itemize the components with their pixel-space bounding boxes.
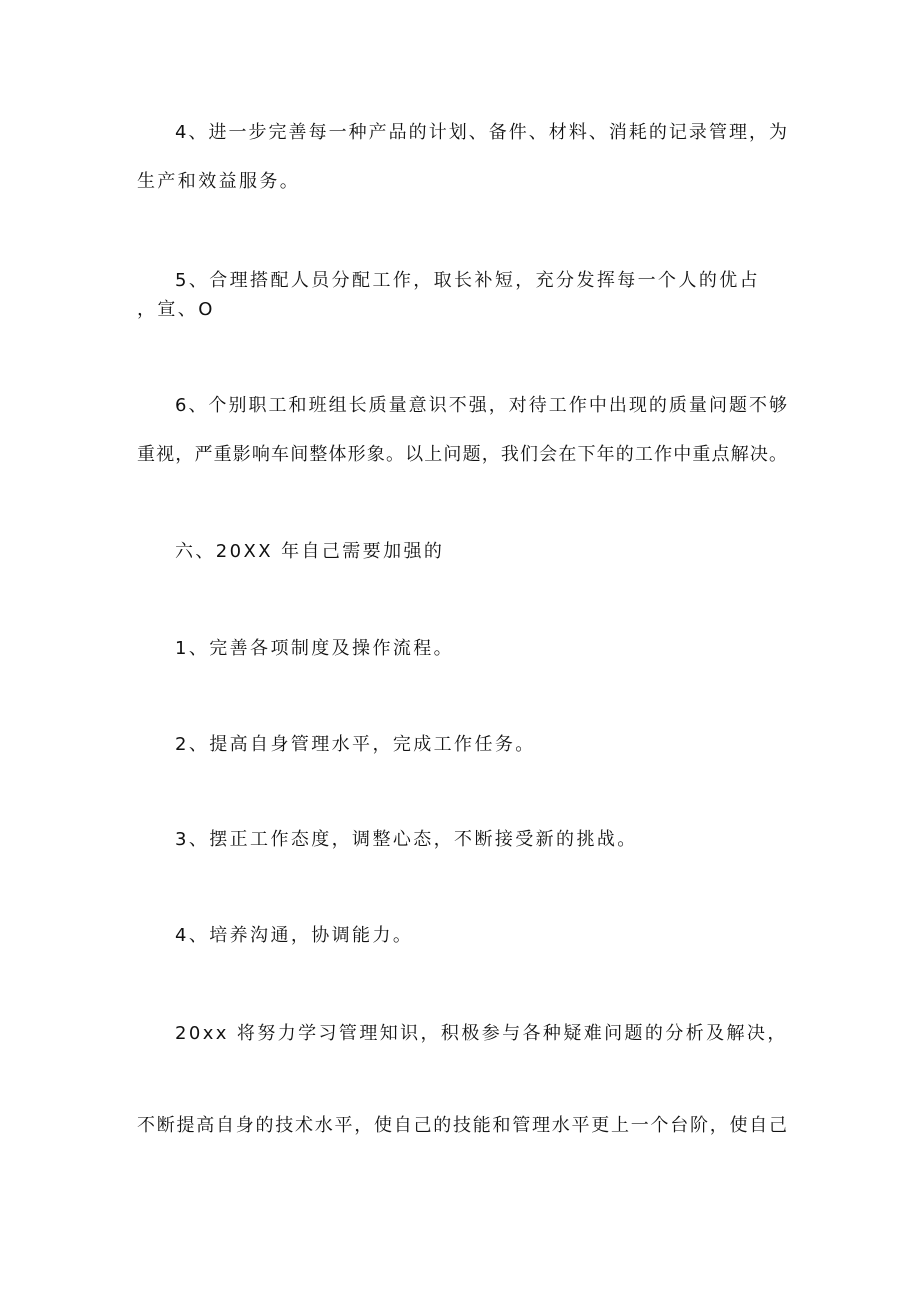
paragraph-5-line-1: 5、合理搭配人员分配工作，取长补短，充分发挥每一个人的优占 (175, 270, 761, 291)
paragraph-4-line-2: 生产和效益服务。 (137, 171, 301, 192)
list-item-4: 4、培养沟通，协调能力。 (175, 925, 414, 946)
section-6-heading: 六、20XX 年自己需要加强的 (175, 541, 445, 562)
list-item-3: 3、摆正工作态度，调整心态，不断接受新的挑战。 (175, 829, 638, 850)
paragraph-6-line-1: 6、个别职工和班组长质量意识不强，对待工作中出现的质量问题不够 (175, 395, 787, 416)
list-item-2: 2、提高自身管理水平，完成工作任务。 (175, 734, 536, 755)
closing-paragraph-line-1: 20xx 将努力学习管理知识，积极参与各种疑难问题的分析及解决， (175, 1023, 788, 1044)
closing-paragraph-line-2: 不断提高自身的技术水平，使自己的技能和管理水平更上一个台阶，使自己 (137, 1115, 787, 1136)
paragraph-6-line-2: 重视，严重影响车间整体形象。以上问题，我们会在下年的工作中重点解决。 (137, 444, 787, 465)
list-item-1: 1、完善各项制度及操作流程。 (175, 638, 455, 659)
paragraph-4-line-1: 4、进一步完善每一种产品的计划、备件、材料、消耗的记录管理，为 (175, 122, 787, 143)
paragraph-5-line-2: ，宣、O (137, 299, 215, 320)
